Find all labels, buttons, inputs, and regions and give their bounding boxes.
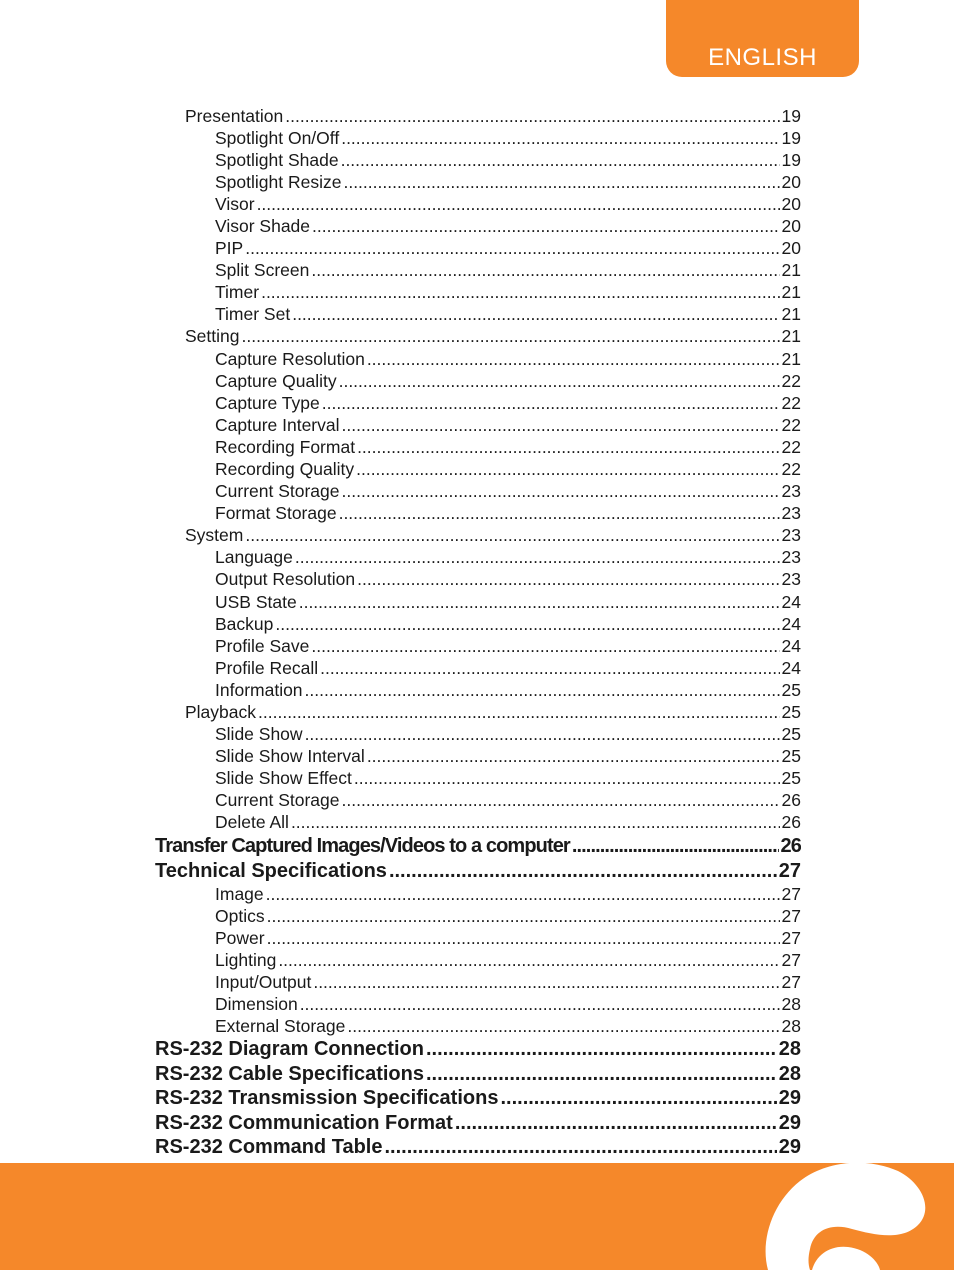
toc-entry-page: 21 — [781, 349, 801, 369]
toc-dot-leader — [342, 790, 780, 811]
toc-entry[interactable] — [215, 371, 801, 392]
toc-dot-leader — [347, 1016, 779, 1037]
language-tab — [666, 0, 859, 77]
toc-entry-title: System — [185, 525, 244, 545]
toc-entry-title: USB State — [215, 592, 297, 612]
toc-entry[interactable] — [215, 128, 801, 149]
toc-entry-page: 23 — [781, 569, 801, 589]
toc-entry[interactable] — [215, 724, 801, 745]
toc-entry[interactable] — [215, 260, 801, 281]
toc-entry[interactable] — [215, 238, 801, 259]
toc-dot-leader — [267, 928, 780, 949]
toc-entry[interactable] — [215, 547, 801, 568]
toc-entry[interactable] — [215, 768, 801, 789]
toc-dot-leader — [278, 950, 779, 971]
toc-entry-page: 23 — [781, 525, 801, 545]
toc-dot-leader — [245, 525, 779, 546]
toc-dot-leader — [241, 326, 779, 347]
toc-entry-page: 25 — [781, 680, 801, 700]
toc-entry-page: 19 — [781, 106, 801, 126]
toc-entry-page: 21 — [781, 326, 801, 346]
toc-dot-leader — [356, 459, 779, 480]
toc-entry-page: 24 — [781, 614, 801, 634]
toc-entry[interactable] — [215, 393, 801, 414]
toc-entry-title: Language — [215, 547, 293, 567]
toc-entry-title: Recording Format — [215, 437, 356, 457]
toc-dot-leader — [357, 569, 779, 590]
toc-entry-title: Visor Shade — [215, 216, 311, 236]
toc-dot-leader — [305, 680, 780, 701]
toc-entry-title: RS-232 Transmission Specifications — [155, 1087, 499, 1109]
toc-entry-page: 29 — [778, 1087, 801, 1109]
toc-entry-page: 27 — [781, 906, 801, 926]
toc-entry-page: 27 — [778, 860, 801, 882]
toc-entry-title: Profile Save — [215, 636, 310, 656]
toc-entry-page: 26 — [781, 790, 801, 810]
toc-dot-leader — [389, 860, 777, 883]
toc-entry-page: 28 — [781, 994, 801, 1014]
toc-entry-title: Format Storage — [215, 503, 337, 523]
toc-entry[interactable] — [215, 304, 801, 325]
toc-entry-page: 29 — [778, 1112, 801, 1134]
toc-dot-leader — [258, 702, 780, 723]
toc-entry-title: Capture Interval — [215, 415, 340, 435]
toc-entry[interactable] — [215, 282, 801, 303]
toc-dot-leader — [291, 812, 780, 833]
toc-entry-page: 24 — [781, 658, 801, 678]
toc-entry[interactable] — [215, 746, 801, 767]
toc-entry-title: Lighting — [215, 950, 277, 970]
toc-entry-title: RS-232 Diagram Connection — [155, 1038, 424, 1060]
toc-entry-page: 21 — [781, 260, 801, 280]
toc-entry-page: 27 — [781, 950, 801, 970]
toc-entry-page: 28 — [781, 1016, 801, 1036]
toc-entry-page: 21 — [781, 282, 801, 302]
toc-entry[interactable] — [215, 216, 801, 237]
toc-entry[interactable] — [155, 860, 801, 883]
toc-entry-title: Current Storage — [215, 481, 340, 501]
toc-entry-title: Spotlight On/Off — [215, 128, 340, 148]
toc-dot-leader — [275, 614, 779, 635]
toc-entry-title: Delete All — [215, 812, 289, 832]
toc-entry-title: RS-232 Communication Format — [155, 1112, 453, 1134]
toc-dot-leader — [299, 592, 780, 613]
toc-entry[interactable] — [215, 1016, 801, 1037]
toc-entry-title: Capture Quality — [215, 371, 337, 391]
toc-entry-title: Timer — [215, 282, 260, 302]
toc-entry[interactable] — [215, 680, 801, 701]
toc-entry-title: Playback — [185, 702, 257, 722]
toc-entry-page: 26 — [780, 835, 801, 857]
toc-dot-leader — [339, 371, 780, 392]
toc-entry[interactable] — [215, 481, 801, 502]
toc-entry[interactable] — [215, 972, 801, 993]
toc-entry[interactable] — [155, 1038, 801, 1061]
toc-dot-leader — [313, 972, 779, 993]
toc-entry-title: Dimension — [215, 994, 298, 1014]
toc-entry-title: Current Storage — [215, 790, 340, 810]
page-footer-band — [0, 1163, 954, 1270]
toc-entry-page: 23 — [781, 481, 801, 501]
toc-entry[interactable] — [215, 994, 801, 1015]
toc-entry[interactable] — [155, 835, 801, 858]
toc-entry-title: External Storage — [215, 1016, 346, 1036]
toc-entry-title: Slide Show Effect — [215, 768, 352, 788]
toc-entry-title: Timer Set — [215, 304, 291, 324]
toc-entry[interactable] — [215, 614, 801, 635]
toc-dot-leader — [322, 393, 780, 414]
toc-dot-leader — [292, 304, 779, 325]
toc-entry-title: Visor — [215, 194, 255, 214]
toc-dot-leader — [357, 437, 779, 458]
toc-dot-leader — [572, 835, 779, 858]
toc-entry[interactable] — [215, 906, 801, 927]
toc-entry[interactable] — [215, 636, 801, 657]
toc-entry-title: Input/Output — [215, 972, 312, 992]
toc-dot-leader — [320, 658, 779, 679]
toc-entry[interactable] — [215, 150, 801, 171]
toc-entry-title: PIP — [215, 238, 244, 258]
toc-entry-title: RS-232 Cable Specifications — [155, 1063, 424, 1085]
toc-entry-title: Optics — [215, 906, 265, 926]
toc-entry-title: Slide Show — [215, 724, 303, 744]
toc-entry-page: 22 — [781, 437, 801, 457]
toc-entry[interactable] — [155, 1112, 801, 1135]
toc-entry[interactable] — [155, 1063, 801, 1086]
toc-entry-page: 26 — [781, 812, 801, 832]
toc-dot-leader — [305, 724, 780, 745]
toc-entry[interactable] — [185, 326, 801, 347]
toc-entry-page: 25 — [781, 746, 801, 766]
toc-dot-leader — [426, 1038, 777, 1061]
toc-dot-leader — [500, 1087, 776, 1110]
toc-dot-leader — [384, 1136, 776, 1159]
toc-entry-title: Technical Specifications — [155, 860, 387, 882]
toc-entry[interactable] — [215, 415, 801, 436]
toc-dot-leader — [257, 194, 780, 215]
toc-entry-page: 25 — [781, 702, 801, 722]
toc-entry-page: 22 — [781, 415, 801, 435]
toc-entry-page: 28 — [778, 1063, 801, 1085]
toc-dot-leader — [426, 1063, 777, 1086]
toc-entry-page: 25 — [781, 724, 801, 744]
toc-entry[interactable] — [215, 884, 801, 905]
toc-entry[interactable] — [185, 525, 801, 546]
toc-entry-title: Capture Type — [215, 393, 320, 413]
toc-entry[interactable] — [215, 950, 801, 971]
toc-entry-page: 29 — [778, 1136, 801, 1158]
toc-entry-title: Image — [215, 884, 264, 904]
toc-entry[interactable] — [215, 569, 801, 590]
toc-dot-leader — [341, 150, 780, 171]
brand-swirl-logo-icon — [0, 1163, 954, 1270]
toc-dot-leader — [354, 768, 780, 789]
toc-entry[interactable] — [215, 194, 801, 215]
toc-entry-page: 22 — [781, 459, 801, 479]
toc-entry-page: 20 — [781, 194, 801, 214]
toc-entry-title: Presentation — [185, 106, 284, 126]
toc-dot-leader — [311, 636, 779, 657]
toc-entry-page: 28 — [778, 1038, 801, 1060]
toc-entry-title: Backup — [215, 614, 274, 634]
toc-entry-title: Spotlight Shade — [215, 150, 339, 170]
toc-entry-title: Slide Show Interval — [215, 746, 365, 766]
toc-entry[interactable] — [215, 459, 801, 480]
toc-entry-page: 20 — [781, 238, 801, 258]
toc-dot-leader — [312, 216, 780, 237]
toc-dot-leader — [342, 481, 780, 502]
toc-entry-title: Transfer Captured Images/Videos to a computer — [155, 835, 570, 857]
toc-dot-leader — [267, 906, 780, 927]
toc-entry-page: 27 — [781, 928, 801, 948]
toc-entry-page: 25 — [781, 768, 801, 788]
toc-entry-title: Information — [215, 680, 303, 700]
toc-dot-leader — [342, 415, 780, 436]
toc-dot-leader — [341, 128, 779, 149]
toc-entry-page: 22 — [781, 393, 801, 413]
toc-entry-title: Capture Resolution — [215, 349, 365, 369]
toc-dot-leader — [300, 994, 780, 1015]
toc-entry[interactable] — [215, 812, 801, 833]
toc-entry-page: 19 — [781, 128, 801, 148]
toc-entry-page: 27 — [781, 884, 801, 904]
toc-entry[interactable] — [215, 172, 801, 193]
toc-entry-title: Profile Recall — [215, 658, 319, 678]
toc-entry[interactable] — [215, 503, 801, 524]
toc-entry-title: Recording Quality — [215, 459, 355, 479]
toc-entry-page: 20 — [781, 172, 801, 192]
toc-entry-page: 21 — [781, 304, 801, 324]
toc-entry[interactable] — [155, 1087, 801, 1110]
toc-dot-leader — [455, 1112, 777, 1135]
toc-entry-title: RS-232 Command Table — [155, 1136, 383, 1158]
toc-entry-page: 23 — [781, 547, 801, 567]
toc-entry[interactable] — [215, 928, 801, 949]
toc-dot-leader — [311, 260, 779, 281]
toc-dot-leader — [285, 106, 779, 127]
toc-entry[interactable] — [215, 658, 801, 679]
toc-dot-leader — [343, 172, 779, 193]
toc-dot-leader — [266, 884, 780, 905]
toc-entry-title: Power — [215, 928, 265, 948]
toc-dot-leader — [367, 349, 780, 370]
toc-entry-page: 22 — [781, 371, 801, 391]
toc-entry-title: Spotlight Resize — [215, 172, 342, 192]
language-tab-label: ENGLISH — [708, 44, 817, 71]
toc-entry-page: 23 — [781, 503, 801, 523]
toc-dot-leader — [245, 238, 779, 259]
toc-entry-title: Setting — [185, 326, 240, 346]
toc-entry[interactable] — [215, 437, 801, 458]
toc-entry-page: 27 — [781, 972, 801, 992]
toc-dot-leader — [367, 746, 780, 767]
toc-dot-leader — [261, 282, 779, 303]
toc-dot-leader — [295, 547, 780, 568]
toc-entry-page: 20 — [781, 216, 801, 236]
toc-entry-page: 24 — [781, 636, 801, 656]
toc-entry-title: Output Resolution — [215, 569, 356, 589]
toc-entry-title: Split Screen — [215, 260, 310, 280]
toc-entry[interactable] — [185, 106, 801, 127]
toc-entry[interactable] — [215, 349, 801, 370]
toc-entry[interactable] — [155, 1136, 801, 1159]
toc-entry[interactable] — [215, 592, 801, 613]
toc-entry-page: 24 — [781, 592, 801, 612]
toc-dot-leader — [339, 503, 780, 524]
toc-entry[interactable] — [185, 702, 801, 723]
toc-entry-page: 19 — [781, 150, 801, 170]
toc-entry[interactable] — [215, 790, 801, 811]
